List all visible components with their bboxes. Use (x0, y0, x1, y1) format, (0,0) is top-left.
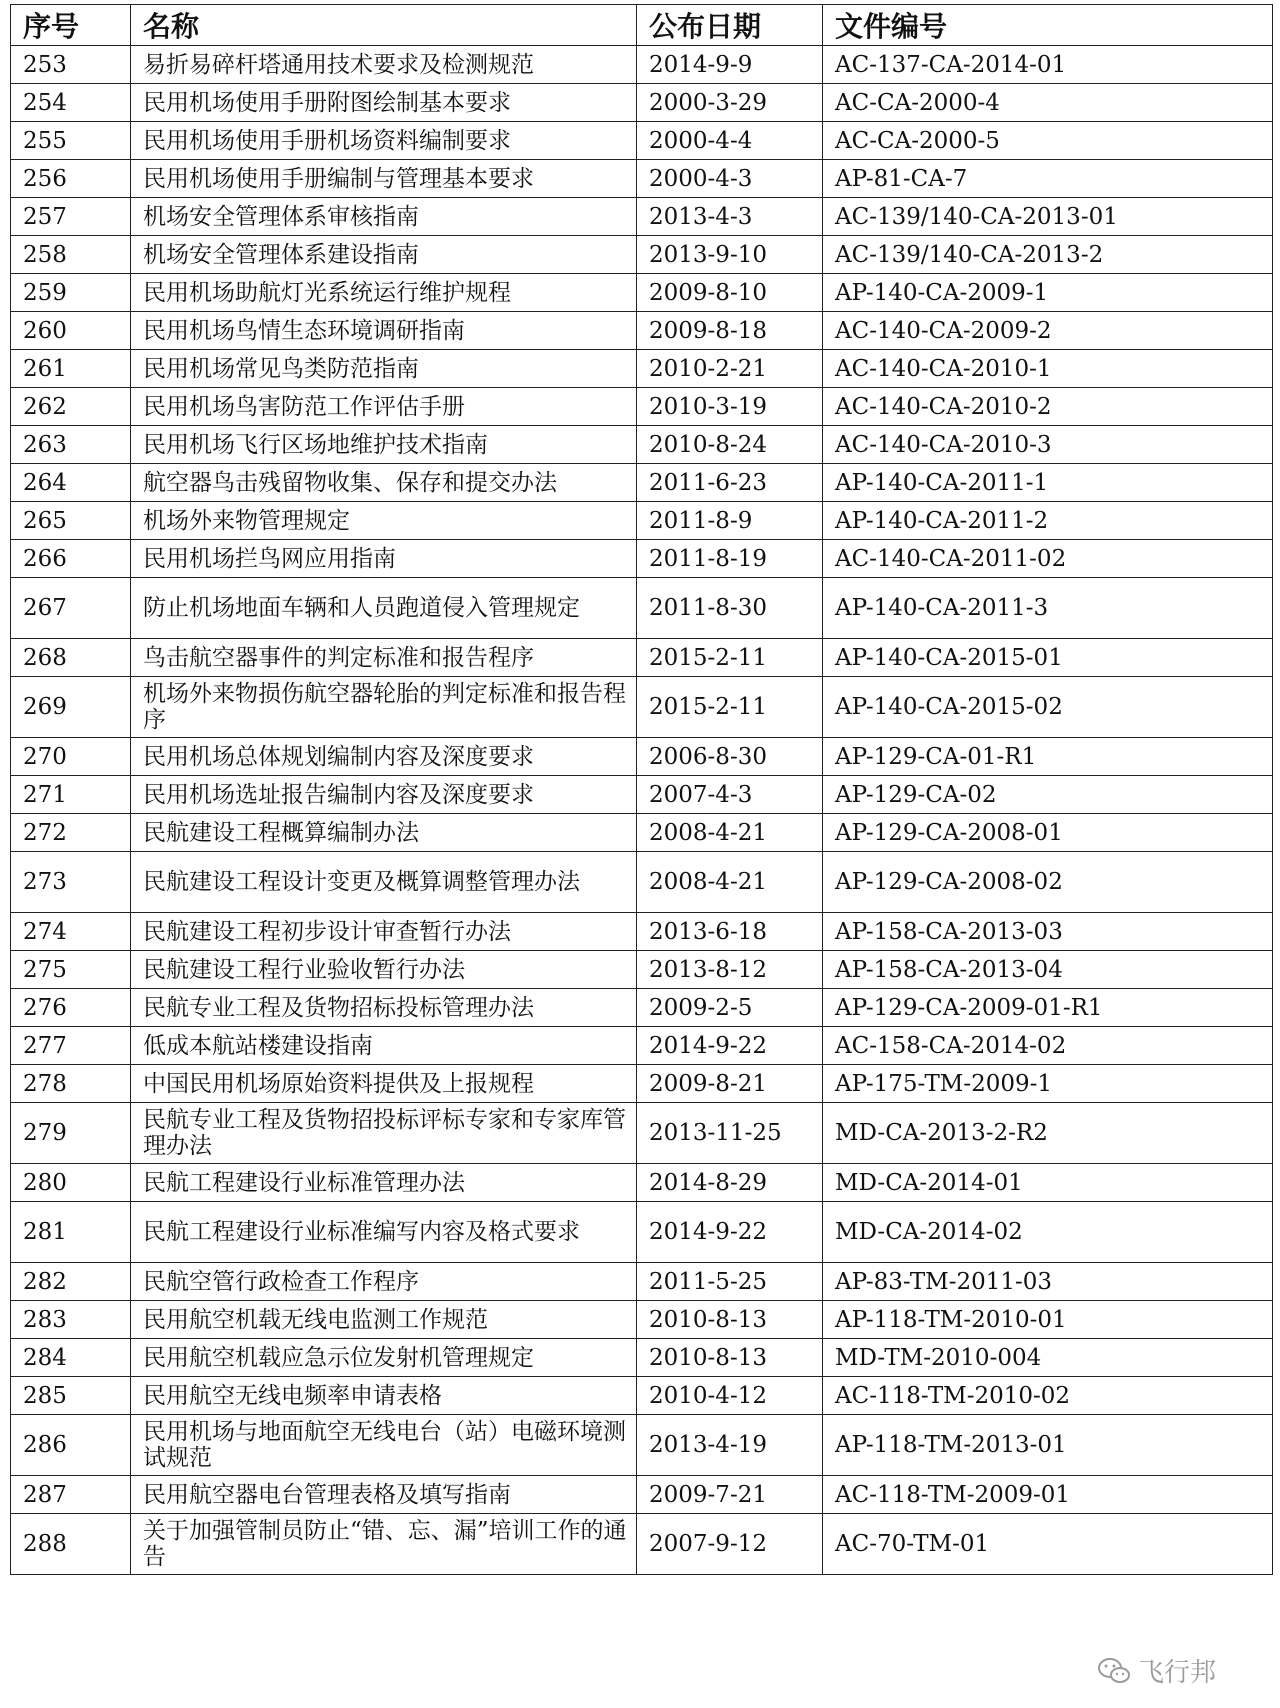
cell-code: AC-118-TM-2009-01 (823, 1476, 1273, 1514)
cell-code: AC-CA-2000-5 (823, 122, 1273, 160)
cell-no: 287 (11, 1476, 131, 1514)
cell-no: 281 (11, 1202, 131, 1263)
cell-no: 254 (11, 84, 131, 122)
cell-date: 2000-3-29 (637, 84, 823, 122)
cell-date: 2000-4-3 (637, 160, 823, 198)
header-row (11, 5, 1273, 46)
cell-date: 2010-8-13 (637, 1301, 823, 1339)
cell-code: AC-140-CA-2011-02 (823, 540, 1273, 578)
table-row (11, 852, 1273, 913)
cell-date: 2014-9-9 (637, 46, 823, 84)
table-row (11, 502, 1273, 540)
cell-code: AP-129-CA-2008-01 (823, 814, 1273, 852)
table-row (11, 160, 1273, 198)
cell-code: AC-CA-2000-4 (823, 84, 1273, 122)
table-row (11, 540, 1273, 578)
cell-name: 民航空管行政检查工作程序 (131, 1263, 637, 1301)
cell-code: MD-CA-2014-01 (823, 1164, 1273, 1202)
cell-name: 民航工程建设行业标准编写内容及格式要求 (131, 1202, 637, 1263)
cell-name: 民用机场拦鸟网应用指南 (131, 540, 637, 578)
table-row (11, 122, 1273, 160)
cell-no: 273 (11, 852, 131, 913)
cell-code: AP-129-CA-01-R1 (823, 738, 1273, 776)
cell-no: 285 (11, 1377, 131, 1415)
table-row (11, 776, 1273, 814)
cell-date: 2013-11-25 (637, 1103, 823, 1164)
cell-date: 2013-9-10 (637, 236, 823, 274)
cell-no: 275 (11, 951, 131, 989)
table-row (11, 814, 1273, 852)
header-code: 文件编号 (823, 5, 1273, 46)
cell-name: 机场安全管理体系审核指南 (131, 198, 637, 236)
cell-date: 2010-2-21 (637, 350, 823, 388)
cell-date: 2015-2-11 (637, 639, 823, 677)
cell-code: AP-81-CA-7 (823, 160, 1273, 198)
table-row (11, 312, 1273, 350)
cell-name: 民用机场鸟情生态环境调研指南 (131, 312, 637, 350)
cell-code: AC-140-CA-2010-2 (823, 388, 1273, 426)
cell-date: 2008-4-21 (637, 814, 823, 852)
table-row (11, 198, 1273, 236)
cell-name: 民航工程建设行业标准管理办法 (131, 1164, 637, 1202)
table-row (11, 677, 1273, 738)
cell-no: 286 (11, 1415, 131, 1476)
table-row (11, 1027, 1273, 1065)
cell-name: 民用航空机载应急示位发射机管理规定 (131, 1339, 637, 1377)
cell-code: AP-140-CA-2011-2 (823, 502, 1273, 540)
cell-name: 民航建设工程设计变更及概算调整管理办法 (131, 852, 637, 913)
cell-name: 民用机场常见鸟类防范指南 (131, 350, 637, 388)
table-row (11, 639, 1273, 677)
table-row (11, 46, 1273, 84)
cell-name: 易折易碎杆塔通用技术要求及检测规范 (131, 46, 637, 84)
header-no: 序号 (11, 5, 131, 46)
cell-code: AP-158-CA-2013-04 (823, 951, 1273, 989)
cell-no: 276 (11, 989, 131, 1027)
cell-date: 2014-9-22 (637, 1027, 823, 1065)
cell-code: MD-CA-2013-2-R2 (823, 1103, 1273, 1164)
cell-no: 283 (11, 1301, 131, 1339)
cell-date: 2009-2-5 (637, 989, 823, 1027)
cell-name: 机场安全管理体系建设指南 (131, 236, 637, 274)
cell-name: 民用机场飞行区场地维护技术指南 (131, 426, 637, 464)
table-row (11, 738, 1273, 776)
cell-code: AC-158-CA-2014-02 (823, 1027, 1273, 1065)
table-row (11, 1103, 1273, 1164)
cell-name: 民用机场总体规划编制内容及深度要求 (131, 738, 637, 776)
cell-name: 民用机场使用手册编制与管理基本要求 (131, 160, 637, 198)
cell-code: AP-140-CA-2011-3 (823, 578, 1273, 639)
cell-name: 机场外来物损伤航空器轮胎的判定标准和报告程序 (131, 677, 637, 738)
cell-no: 261 (11, 350, 131, 388)
cell-no: 266 (11, 540, 131, 578)
cell-name: 民航建设工程初步设计审查暂行办法 (131, 913, 637, 951)
cell-name: 民用航空机载无线电监测工作规范 (131, 1301, 637, 1339)
cell-no: 279 (11, 1103, 131, 1164)
cell-code: AP-118-TM-2013-01 (823, 1415, 1273, 1476)
cell-no: 260 (11, 312, 131, 350)
table-row (11, 426, 1273, 464)
cell-no: 258 (11, 236, 131, 274)
cell-no: 257 (11, 198, 131, 236)
cell-name: 关于加强管制员防止“错、忘、漏”培训工作的通告 (131, 1514, 637, 1575)
cell-date: 2010-3-19 (637, 388, 823, 426)
cell-no: 284 (11, 1339, 131, 1377)
cell-code: MD-TM-2010-004 (823, 1339, 1273, 1377)
cell-no: 262 (11, 388, 131, 426)
cell-no: 264 (11, 464, 131, 502)
cell-name: 民用机场使用手册机场资料编制要求 (131, 122, 637, 160)
table-row (11, 951, 1273, 989)
cell-no: 288 (11, 1514, 131, 1575)
cell-date: 2011-6-23 (637, 464, 823, 502)
cell-date: 2013-6-18 (637, 913, 823, 951)
cell-name: 民航建设工程行业验收暂行办法 (131, 951, 637, 989)
table-row (11, 1339, 1273, 1377)
cell-date: 2006-8-30 (637, 738, 823, 776)
cell-code: AC-139/140-CA-2013-01 (823, 198, 1273, 236)
cell-date: 2011-8-30 (637, 578, 823, 639)
cell-code: AP-140-CA-2009-1 (823, 274, 1273, 312)
cell-date: 2013-4-19 (637, 1415, 823, 1476)
cell-date: 2009-8-21 (637, 1065, 823, 1103)
cell-code: AC-118-TM-2010-02 (823, 1377, 1273, 1415)
cell-code: AP-140-CA-2015-02 (823, 677, 1273, 738)
cell-code: AP-129-CA-02 (823, 776, 1273, 814)
cell-date: 2009-8-18 (637, 312, 823, 350)
cell-name: 民用机场选址报告编制内容及深度要求 (131, 776, 637, 814)
cell-date: 2013-4-3 (637, 198, 823, 236)
cell-date: 2014-9-22 (637, 1202, 823, 1263)
watermark (1096, 1652, 1216, 1689)
cell-no: 277 (11, 1027, 131, 1065)
cell-date: 2013-8-12 (637, 951, 823, 989)
wechat-icon (1096, 1656, 1132, 1686)
cell-date: 2009-8-10 (637, 274, 823, 312)
cell-no: 259 (11, 274, 131, 312)
cell-code: AP-129-CA-2009-01-R1 (823, 989, 1273, 1027)
cell-no: 265 (11, 502, 131, 540)
cell-no: 282 (11, 1263, 131, 1301)
cell-no: 267 (11, 578, 131, 639)
cell-name: 低成本航站楼建设指南 (131, 1027, 637, 1065)
table-row (11, 913, 1273, 951)
table-row (11, 1377, 1273, 1415)
cell-no: 272 (11, 814, 131, 852)
cell-name: 民用航空器电台管理表格及填写指南 (131, 1476, 637, 1514)
cell-date: 2007-9-12 (637, 1514, 823, 1575)
header-name: 名称 (131, 5, 637, 46)
cell-code: AC-139/140-CA-2013-2 (823, 236, 1273, 274)
table-row (11, 1065, 1273, 1103)
cell-code: AC-140-CA-2010-3 (823, 426, 1273, 464)
cell-date: 2010-8-24 (637, 426, 823, 464)
cell-name: 民用航空无线电频率申请表格 (131, 1377, 637, 1415)
table-row (11, 578, 1273, 639)
table-row (11, 1476, 1273, 1514)
cell-no: 263 (11, 426, 131, 464)
cell-date: 2009-7-21 (637, 1476, 823, 1514)
cell-date: 2011-8-9 (637, 502, 823, 540)
table-row (11, 1415, 1273, 1476)
cell-name: 航空器鸟击残留物收集、保存和提交办法 (131, 464, 637, 502)
cell-name: 机场外来物管理规定 (131, 502, 637, 540)
table-row (11, 1263, 1273, 1301)
cell-name: 民航建设工程概算编制办法 (131, 814, 637, 852)
table-row (11, 236, 1273, 274)
table-row (11, 1202, 1273, 1263)
cell-code: AP-158-CA-2013-03 (823, 913, 1273, 951)
cell-date: 2010-8-13 (637, 1339, 823, 1377)
cell-code: AP-118-TM-2010-01 (823, 1301, 1273, 1339)
cell-code: AC-140-CA-2009-2 (823, 312, 1273, 350)
cell-no: 255 (11, 122, 131, 160)
cell-no: 271 (11, 776, 131, 814)
cell-code: MD-CA-2014-02 (823, 1202, 1273, 1263)
cell-name: 中国民用机场原始资料提供及上报规程 (131, 1065, 637, 1103)
table-row (11, 1301, 1273, 1339)
cell-name: 民用机场与地面航空无线电台（站）电磁环境测试规范 (131, 1415, 637, 1476)
cell-date: 2007-4-3 (637, 776, 823, 814)
cell-date: 2011-5-25 (637, 1263, 823, 1301)
table-row (11, 84, 1273, 122)
header-date: 公布日期 (637, 5, 823, 46)
cell-code: AP-175-TM-2009-1 (823, 1065, 1273, 1103)
cell-no: 280 (11, 1164, 131, 1202)
cell-code: AC-140-CA-2010-1 (823, 350, 1273, 388)
cell-name: 民航专业工程及货物招投标评标专家和专家库管理办法 (131, 1103, 637, 1164)
table-row (11, 1514, 1273, 1575)
cell-no: 253 (11, 46, 131, 84)
cell-name: 民用机场鸟害防范工作评估手册 (131, 388, 637, 426)
cell-date: 2000-4-4 (637, 122, 823, 160)
cell-no: 278 (11, 1065, 131, 1103)
cell-no: 274 (11, 913, 131, 951)
cell-date: 2014-8-29 (637, 1164, 823, 1202)
cell-no: 256 (11, 160, 131, 198)
cell-no: 269 (11, 677, 131, 738)
cell-name: 民用机场助航灯光系统运行维护规程 (131, 274, 637, 312)
cell-date: 2011-8-19 (637, 540, 823, 578)
table-row (11, 350, 1273, 388)
cell-name: 防止机场地面车辆和人员跑道侵入管理规定 (131, 578, 637, 639)
cell-code: AP-140-CA-2015-01 (823, 639, 1273, 677)
table-row (11, 464, 1273, 502)
cell-name: 民航专业工程及货物招标投标管理办法 (131, 989, 637, 1027)
table-row (11, 274, 1273, 312)
cell-code: AC-137-CA-2014-01 (823, 46, 1273, 84)
cell-no: 270 (11, 738, 131, 776)
cell-code: AP-129-CA-2008-02 (823, 852, 1273, 913)
table-row (11, 388, 1273, 426)
cell-code: AC-70-TM-01 (823, 1514, 1273, 1575)
table-row (11, 1164, 1273, 1202)
cell-date: 2015-2-11 (637, 677, 823, 738)
cell-code: AP-83-TM-2011-03 (823, 1263, 1273, 1301)
cell-name: 民用机场使用手册附图绘制基本要求 (131, 84, 637, 122)
cell-date: 2010-4-12 (637, 1377, 823, 1415)
cell-no: 268 (11, 639, 131, 677)
watermark-text: 飞行邦 (1138, 1658, 1217, 1688)
cell-name: 鸟击航空器事件的判定标准和报告程序 (131, 639, 637, 677)
cell-code: AP-140-CA-2011-1 (823, 464, 1273, 502)
table-row (11, 989, 1273, 1027)
document-table (10, 4, 1273, 1575)
cell-date: 2008-4-21 (637, 852, 823, 913)
